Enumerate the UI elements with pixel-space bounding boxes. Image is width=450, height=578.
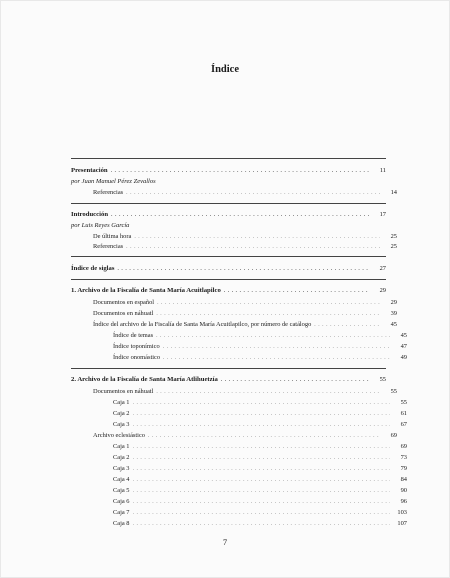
toc-entry-page: 55: [400, 399, 407, 406]
toc-entry-label: Índice onomástico: [113, 354, 161, 361]
toc-entry-page: 96: [400, 498, 407, 505]
toc-entry-caja[interactable]: [92, 507, 407, 518]
section-divider: [71, 203, 386, 204]
toc-entry-page: 107: [397, 520, 407, 527]
dot-leader: [221, 375, 369, 386]
toc-entry-label: Caja 8: [113, 520, 130, 527]
toc-entry-caja[interactable]: [92, 485, 407, 496]
toc-entry-label: De última hora: [93, 233, 132, 240]
toc-entry-page: 11: [379, 167, 386, 174]
toc-entry-label: Caja 2: [113, 454, 130, 461]
toc-entry-label: Presentación: [71, 167, 108, 174]
toc-entry-indice-temas[interactable]: [92, 330, 407, 341]
toc-entry-label: Referencias: [93, 189, 124, 196]
toc-entry-label: Caja 3: [113, 421, 130, 428]
toc-entry-label: Índice toponímico: [113, 343, 160, 350]
toc-entry-label: Caja 2: [113, 410, 130, 417]
toc-entry-label: 2. Archivo de la Fiscalía de Santa María Atlihuetzía: [71, 376, 218, 383]
toc-entry-page: 45: [400, 332, 407, 339]
toc-entry-page: 49: [400, 354, 407, 361]
toc-entry-documentos-nahuatl[interactable]: [82, 308, 397, 319]
section-divider: [71, 256, 386, 257]
toc-entry-archivo-eclesiastico[interactable]: [82, 430, 397, 441]
toc-entry-caja[interactable]: [92, 496, 407, 507]
toc-entry-caja[interactable]: [92, 408, 407, 419]
toc-entry-page: 25: [390, 243, 397, 250]
dot-leader: [163, 353, 390, 364]
toc-entry-label: Documentos en náhuatl: [93, 388, 154, 395]
dot-leader: [133, 519, 390, 530]
toc-entry-label: Índice de siglas: [71, 265, 115, 272]
toc-entry-presentacion[interactable]: [71, 165, 386, 176]
toc-entry-page: 17: [379, 211, 386, 218]
toc-entry-label: Introducción: [71, 211, 109, 218]
toc-entry-referencias[interactable]: [82, 187, 397, 198]
toc-entry-label: 1. Archivo de la Fiscalía de Santa María Acuitlapilco: [71, 287, 221, 294]
toc-entry-page: 67: [400, 421, 407, 428]
toc-entry-label: Índice de temas: [113, 332, 154, 339]
toc-author: por Juan Manuel Pérez Zevallos: [71, 178, 156, 185]
toc-entry-documentos-nahuatl[interactable]: [82, 386, 397, 397]
toc-entry-siglas[interactable]: [71, 263, 386, 274]
page-number: 7: [222, 537, 228, 547]
toc-entry-section-2[interactable]: [71, 374, 386, 385]
toc-entry-page: 25: [390, 233, 397, 240]
toc-entry-label: Caja 1: [113, 399, 130, 406]
toc-entry-caja[interactable]: [92, 397, 407, 408]
dot-leader: [126, 188, 380, 199]
section-divider: [71, 368, 386, 369]
toc-entry-label: Caja 3: [113, 465, 130, 472]
toc-entry-page: 47: [400, 343, 407, 350]
toc-entry-label: Caja 7: [113, 509, 130, 516]
toc-entry-label: Caja 5: [113, 487, 130, 494]
toc-entry-page: 73: [400, 454, 407, 461]
toc-entry-page: 90: [400, 487, 407, 494]
toc-entry-indice-onomastico[interactable]: [92, 352, 407, 363]
toc-entry-page: 69: [400, 443, 407, 450]
dot-leader: [111, 210, 369, 221]
toc-entry-page: 103: [397, 509, 407, 516]
toc-entry-page: 29: [390, 299, 397, 306]
dot-leader: [224, 286, 369, 297]
toc-entry-caja[interactable]: [92, 463, 407, 474]
toc-entry-caja[interactable]: [92, 518, 407, 529]
toc-entry-label: Caja 6: [113, 498, 130, 505]
toc-entry-page: 14: [390, 189, 397, 196]
toc-entry-page: 55: [379, 376, 386, 383]
toc-entry-page: 79: [400, 465, 407, 472]
page-title: Índice: [210, 64, 239, 75]
toc-entry-caja[interactable]: [92, 441, 407, 452]
toc-entry-label: Referencias: [93, 243, 124, 250]
toc-entry-page: 29: [379, 287, 386, 294]
toc-entry-caja[interactable]: [92, 419, 407, 430]
dot-leader: [126, 242, 380, 253]
dot-leader: [117, 264, 369, 275]
section-divider: [71, 279, 386, 280]
toc-entry-page: 69: [390, 432, 397, 439]
toc-entry-label: Documentos en náhuatl: [93, 310, 154, 317]
toc-entry-page: 61: [400, 410, 407, 417]
toc-entry-label: Caja 1: [113, 443, 130, 450]
toc-entry-page: 45: [390, 321, 397, 328]
toc-author: por Luis Reyes García: [71, 222, 130, 229]
toc-entry-label: Archivo eclesiástico: [93, 432, 145, 439]
toc-entry-referencias[interactable]: [82, 241, 397, 252]
toc-entry-page: 39: [390, 310, 397, 317]
toc-entry-label: Caja 4: [113, 476, 130, 483]
toc-entry-indice-toponimico[interactable]: [92, 341, 407, 352]
toc-entry-label: Documentos en español: [93, 299, 155, 306]
toc-entry-documentos-espanol[interactable]: [82, 297, 397, 308]
toc-entry-caja[interactable]: [92, 452, 407, 463]
toc-entry-page: 84: [400, 476, 407, 483]
toc-entry-page: 55: [390, 388, 397, 395]
toc-entry-introduccion[interactable]: [71, 209, 386, 220]
toc-entry-caja[interactable]: [92, 474, 407, 485]
toc-entry-label: Índice del archivo de la Fiscalía de Santa María Acuitlapilco, por número de catálogo: [93, 321, 312, 328]
toc-entry-indice-archivo[interactable]: [82, 319, 397, 330]
toc-entry-page: 27: [379, 265, 386, 272]
section-divider: [71, 158, 386, 159]
toc-entry-section-1[interactable]: [71, 285, 386, 296]
